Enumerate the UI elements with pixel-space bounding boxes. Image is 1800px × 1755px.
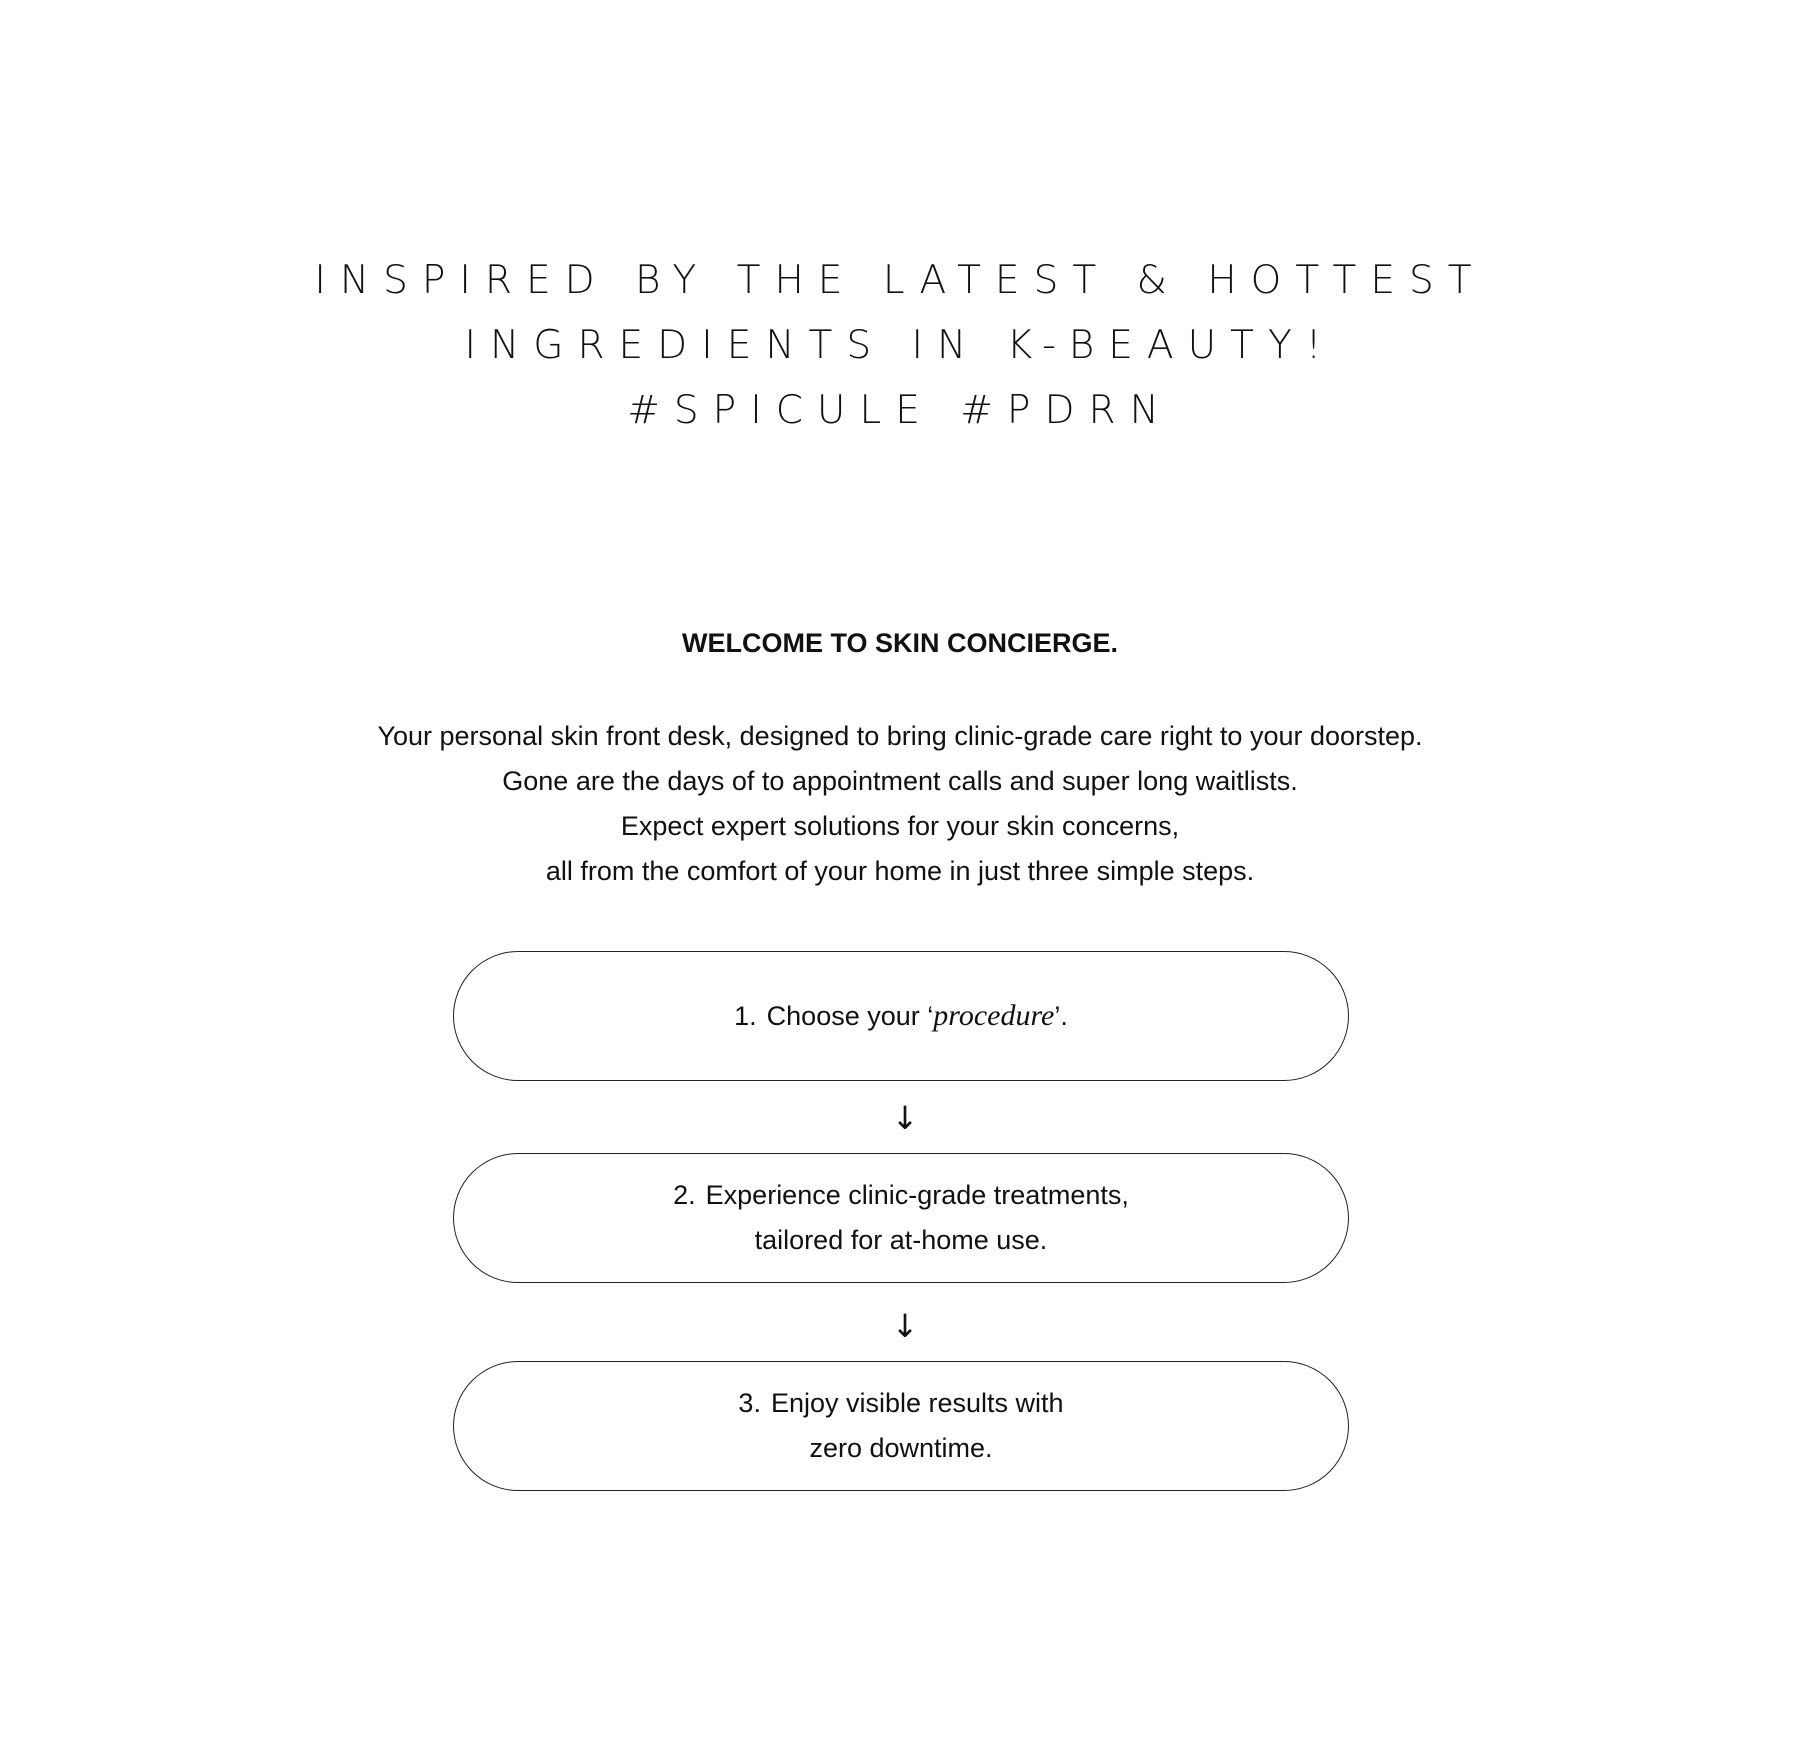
step-1-text: [734, 993, 1068, 1039]
headline-line-3: #SPICULE #PDRN: [627, 388, 1173, 433]
step-2-line-2: tailored for at-home use.: [754, 1225, 1048, 1255]
welcome-intro: [0, 714, 1800, 894]
arrow-down-icon: ↓: [891, 1307, 919, 1345]
step-2-number: 2.: [673, 1180, 696, 1210]
step-1-text-after: ’.: [1054, 1001, 1068, 1031]
headline-line-1: INSPIRED BY THE LATEST & HOTTEST: [314, 258, 1486, 303]
intro-line-4: all from the comfort of your home in just three simple steps.: [545, 856, 1255, 886]
headline: [0, 248, 1800, 443]
step-3-number: 3.: [738, 1388, 761, 1418]
step-1-text-before: Choose your ‘: [766, 1001, 934, 1031]
intro-line-3: Expect expert solutions for your skin concerns,: [620, 811, 1180, 841]
step-1-procedure: procedure: [933, 999, 1055, 1032]
step-3-pill: [453, 1361, 1349, 1491]
step-3-line-1-text: Enjoy visible results with: [770, 1388, 1064, 1418]
step-2-line-1: [673, 1173, 1129, 1218]
arrow-down-icon: ↓: [891, 1099, 919, 1137]
headline-line-2: INGREDIENTS IN K-BEAUTY!: [464, 323, 1336, 368]
step-2-text: [673, 1173, 1129, 1263]
welcome-title: WELCOME TO SKIN CONCIERGE.: [681, 628, 1119, 658]
step-2-line-1-text: Experience clinic-grade treatments,: [705, 1180, 1129, 1210]
step-1-pill: [453, 951, 1349, 1081]
step-3-text: [738, 1381, 1063, 1471]
step-1-number: 1.: [734, 1001, 757, 1031]
step-2-pill: [453, 1153, 1349, 1283]
intro-line-2: Gone are the days of to appointment calls and super long waitlists.: [502, 766, 1298, 796]
intro-line-1: Your personal skin front desk, designed to bring clinic-grade care right to your doorstep.: [377, 721, 1423, 751]
step-3-line-1: [738, 1381, 1063, 1426]
step-3-line-2: zero downtime.: [809, 1433, 993, 1463]
